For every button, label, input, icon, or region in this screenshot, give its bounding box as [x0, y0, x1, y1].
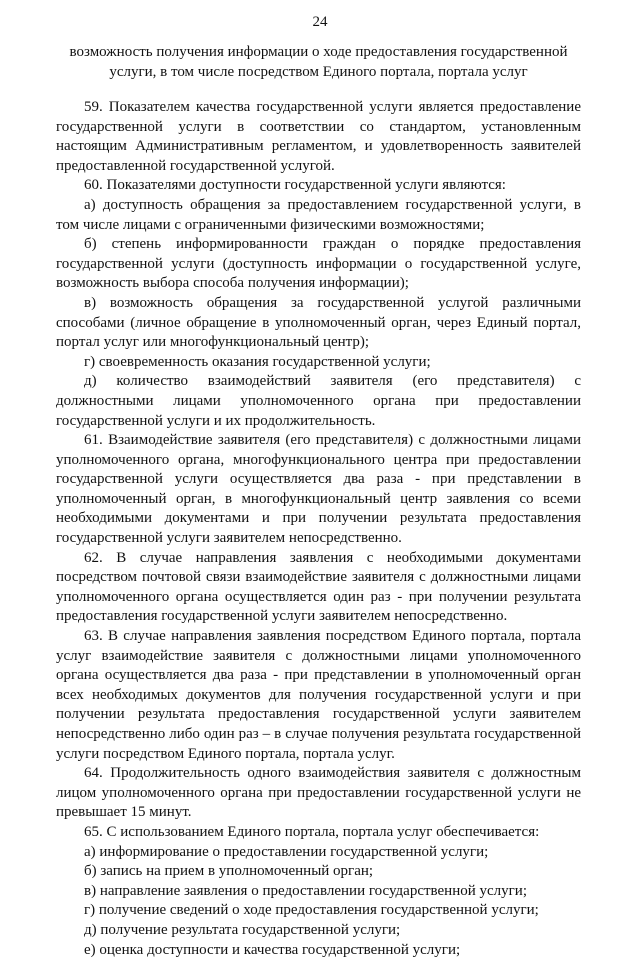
list-item-60b: б) степень информированности граждан о порядке предоставления государственной услуги (доступность информации о государственной услуге, возможность выбора способа получения информации);	[56, 236, 581, 292]
list-item-60d: г) своевременность оказания государственной услуги;	[84, 353, 431, 370]
list-item-65c: в) направление заявления о предоставлении государственной услуги;	[84, 882, 528, 899]
page-number: 24	[312, 14, 328, 30]
paragraph-63: 63. В случае направления заявления посредством Единого портала, портала услуг взаимодействие заявителя с должностными лицами уполномоченного органа осуществляется два раза - при представлении в уполномоченный орган всех необходимых документов для получения государственной услуги и при получении результата предоставления государственной услуги заявителем непосредственно либо один раз – в случае получения результата государственной услуги посредством Единого портала, портала услуг.	[56, 628, 581, 762]
list-item-65b: б) запись на прием в уполномоченный орган;	[84, 863, 374, 880]
list-item-65d: г) получение сведений о ходе предоставления государственной услуги;	[84, 902, 539, 919]
list-item-60c: в) возможность обращения за государственной услугой различными способами (личное обращение в уполномоченный орган, через Единый портал, портал услуг или многофункциональный центр);	[56, 294, 581, 351]
list-item-65f: е) оценка доступности и качества государственной услуги;	[84, 941, 461, 958]
paragraph-60: 60. Показателями доступности государственной услуги являются:	[84, 177, 506, 194]
list-item-65e: д) получение результата государственной услуги;	[84, 921, 401, 938]
section-heading: возможность получения информации о ходе предоставления государственной услуги, в том числе посредством Единого портала, портала услуг	[69, 44, 568, 80]
paragraph-61: 61. Взаимодействие заявителя (его представителя) с должностными лицами уполномоченного органа, многофункционального центра при предоставлении государственной услуги осуществляется два раза - при представлении в уполномоченный орган, в многофункциональный центр заявления со всеми необходимыми документами и при получении результата предоставления государственной услуги заявителем непосредственно.	[56, 432, 581, 547]
paragraph-62: 62. В случае направления заявления с необходимыми документами посредством почтовой связи взаимодействие заявителя с должностными лицами уполномоченного органа осуществляется один раз - при получении результата предоставления государственной услуги заявителем непосредственно.	[56, 549, 581, 625]
document-body	[56, 98, 581, 960]
paragraph-65: 65. С использованием Единого портала, портала услуг обеспечивается:	[84, 823, 540, 840]
paragraph-59: 59. Показателем качества государственной услуги является предоставление государственной услуги в соответствии со стандартом, установленным настоящим Административным регламентом, и удовлетворенность заявителей предоставленной государственной услугой.	[56, 99, 581, 174]
list-item-60e: д) количество взаимодействий заявителя (его представителя) с должностными лицами уполномоченного органа при предоставлении государственной услуги и их продолжительность.	[56, 373, 581, 429]
list-item-65a: а) информирование о предоставлении государственной услуги;	[84, 843, 489, 860]
paragraph-64: 64. Продолжительность одного взаимодействия заявителя с должностным лицом уполномоченного органа при предоставлении государственной услуги не превышает 15 минут.	[56, 765, 581, 821]
list-item-60a: а) доступность обращения за предоставлением государственной услуги, в том числе лицами с ограниченными физическими возможностями;	[56, 196, 581, 233]
